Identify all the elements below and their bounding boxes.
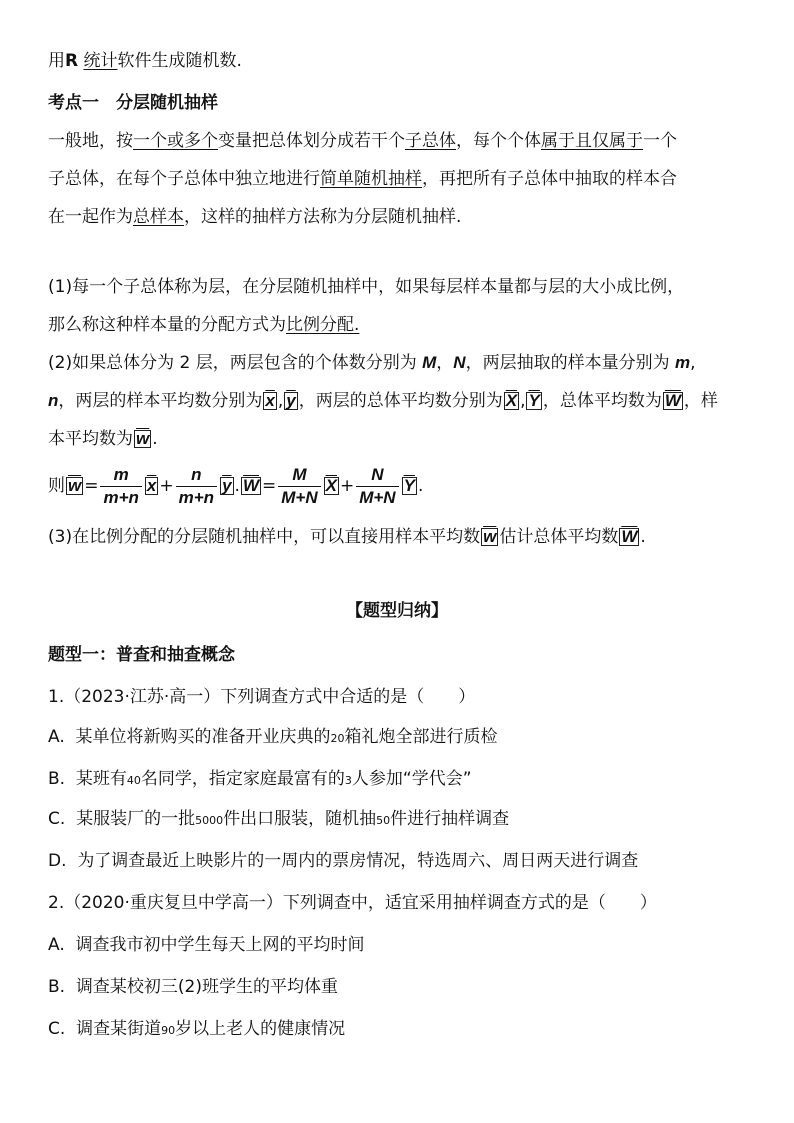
definition-line-2: 子总体，在每个子总体中独立地进行简单随机抽样，再把所有子总体中抽取的样本合 bbox=[48, 169, 677, 189]
q1-option-a: A. 某单位将新购买的准备开业庆典的20箱礼炮全部进行质检 bbox=[48, 727, 498, 747]
question-type-title: 题型一：普查和抽查概念 bbox=[48, 645, 235, 665]
formula-line: 则 $\overline{w}$ = $\frac{m}{m+n}$ $\overline{x}$ + $\frac{n}{m+n}$ $\overline{y}$ . $\overline{W}$ = $\frac{M}{M+N}$ $\overline{X}$ + $\frac{N}{M+N}$ $\overline{Y}$ . bbox=[48, 464, 424, 507]
fraction-m-over-m-plus-n: $\frac{m}{m+n}$ bbox=[100, 464, 141, 509]
q2-option-c: C. 调查某街道90岁以上老人的健康情况 bbox=[48, 1019, 346, 1039]
q2-option-a: A. 调查我市初中学生每天上网的平均时间 bbox=[48, 935, 365, 955]
question-1-stem: 1.（2023·江苏·高一）下列调查方式中合适的是（ ） bbox=[48, 687, 476, 707]
question-2-stem: 2.（2020·重庆复旦中学高一）下列调查中，适宜采用抽样调查方式的是（ ） bbox=[48, 893, 657, 913]
item-2-line-2: n，两层的样本平均数分别为 $\overline{x}$ , $\overline{y}$ ，两层的总体平均数分别为 $\overline{X}$ , $\overline{Y}$ ，总体平均数为 $\overline{W}$ ，样 bbox=[48, 391, 718, 411]
q1-option-d: D. 为了调查最近上映影片的一周内的票房情况，特选周六、周日两天进行调查 bbox=[48, 851, 639, 871]
item-3-line: (3)在比例分配的分层随机抽样中，可以直接用样本平均数 $\overline{w}$ 估计总体平均数 $\overline{W}$ . bbox=[48, 527, 646, 547]
fraction-n-over-m-plus-n: $\frac{n}{m+n}$ bbox=[176, 464, 217, 509]
item-2-line-1: (2)如果总体分为 2 层，两层包含的个体数分别为 M，N，两层抽取的样本量分别为 m, bbox=[48, 353, 696, 373]
item-2-line-3: 本平均数为 $\overline{w}$ . bbox=[48, 429, 158, 449]
intro-line bbox=[48, 48, 754, 74]
stats-link-text: 统计 bbox=[83, 51, 118, 71]
r-label: R bbox=[65, 51, 79, 71]
definition-line-1: 一般地，按一个或多个变量把总体划分成若干个子总体，每个个体属于且仅属于一个 bbox=[48, 131, 677, 151]
item-1-line-2: 那么称这种样本量的分配方式为比例分配. bbox=[48, 315, 360, 335]
fraction-M-over-M-plus-N: $\frac{M}{M+N}$ bbox=[278, 464, 320, 509]
q1-option-c: C. 某服装厂的一批5000件出口服装，随机抽50件进行抽样调查 bbox=[48, 809, 510, 829]
q2-option-b: B. 调查某校初三(2)班学生的平均体重 bbox=[48, 977, 338, 997]
definition-line-3: 在一起作为总样本，这样的抽样方法称为分层随机抽样. bbox=[48, 207, 462, 227]
item-1-line-1: (1)每一个子总体称为层，在分层随机抽样中，如果每层样本量都与层的大小成比例， bbox=[48, 277, 685, 297]
section-title: 考点一 分层随机抽样 bbox=[48, 93, 218, 113]
fraction-N-over-M-plus-N: $\frac{N}{M+N}$ bbox=[356, 464, 398, 509]
intro-text-end: 软件生成随机数. bbox=[117, 51, 242, 71]
section-heading: 【题型归纳】 bbox=[346, 601, 448, 621]
q1-option-b: B. 某班有40名同学，指定家庭最富有的3人参加“学代会” bbox=[48, 769, 472, 789]
intro-text: 用 bbox=[48, 51, 65, 71]
